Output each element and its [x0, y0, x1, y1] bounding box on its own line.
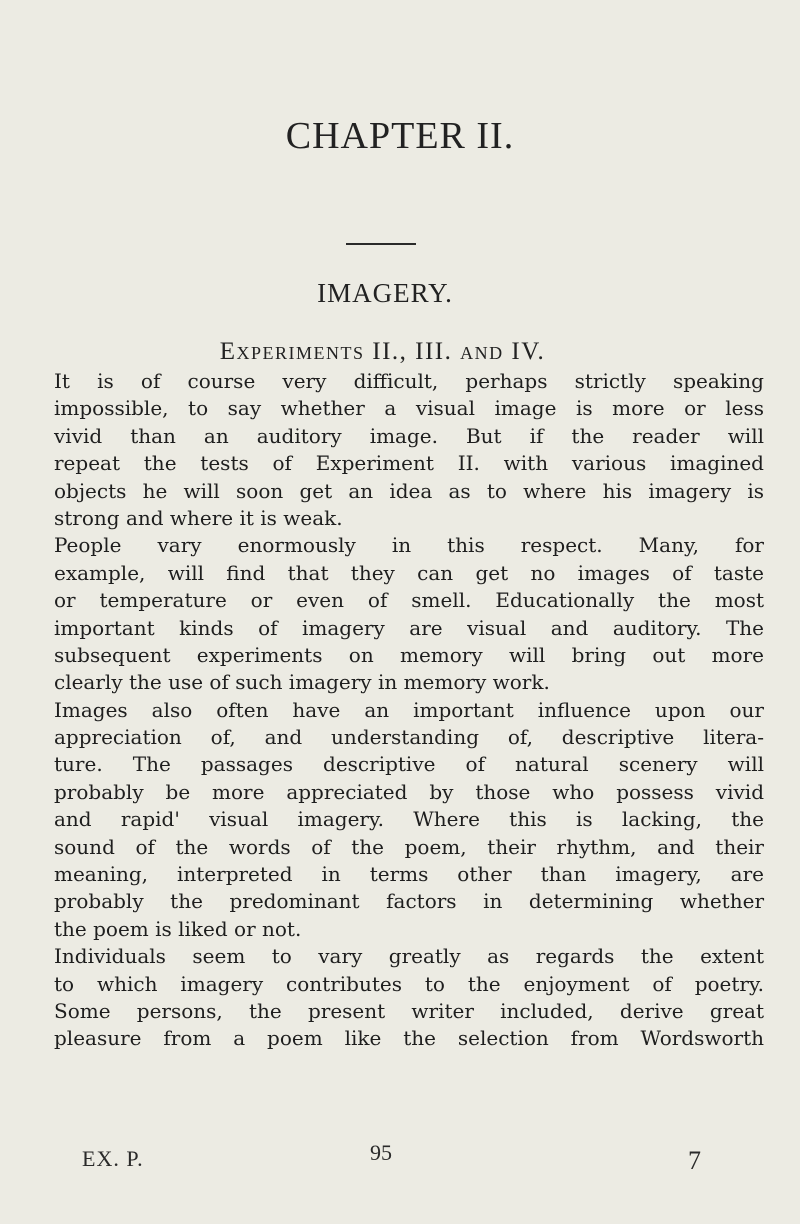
- text-line: or temperature or even of smell. Educationally the most: [54, 588, 764, 613]
- paragraph: [54, 532, 764, 696]
- chapter-heading: CHAPTER II.: [285, 115, 515, 157]
- text-line: People vary enormously in this respect. Many, for: [54, 533, 764, 558]
- text-line: clearly the use of such imagery in memory work.: [54, 670, 550, 695]
- heading-divider: [346, 243, 416, 245]
- page-footer: [0, 1140, 800, 1175]
- paragraph: [54, 943, 764, 1053]
- text-line: Individuals seem to vary greatly as regards the extent: [54, 944, 764, 969]
- text-line: and rapid' visual imagery. Where this is lacking, the: [54, 807, 764, 832]
- text-line: example, will find that they can get no images of taste: [54, 560, 764, 585]
- page-number: 95: [370, 1140, 392, 1165]
- text-line: ture. The passages descriptive of natural scenery will: [54, 752, 764, 777]
- text-line: It is of course very difficult, perhaps strictly speaking: [54, 369, 764, 393]
- text-line: impossible, to say whether a visual image is more or less: [54, 396, 764, 421]
- text-line: subsequent experiments on memory will bring out more: [54, 642, 764, 667]
- text-line: probably be more appreciated by those who possess vivid: [54, 779, 764, 804]
- text-line: appreciation of, and understanding of, descriptive litera-: [54, 725, 764, 750]
- text-line: vivid than an auditory image. But if the reader will: [54, 423, 764, 448]
- signature-label: EX. P.: [82, 1146, 144, 1171]
- section-title: IMAGERY.: [317, 278, 453, 308]
- paragraph: [54, 368, 764, 532]
- text-line: strong and where it is weak.: [54, 505, 343, 530]
- text-line: sound of the words of the poem, their rhythm, and their: [54, 834, 764, 859]
- experiments-subtitle: Experiments II., III. and IV.: [219, 338, 546, 365]
- text-line: objects he will soon get an idea as to where his imagery is: [54, 478, 764, 503]
- text-line: probably the predominant factors in determining whether: [54, 889, 764, 914]
- text-line: repeat the tests of Experiment II. with various imagined: [54, 451, 764, 476]
- text-line: Images also often have an important influence upon our: [54, 697, 764, 722]
- signature-mark: 7: [688, 1146, 701, 1175]
- text-line: to which imagery contributes to the enjoyment of poetry.: [54, 971, 764, 996]
- text-line: pleasure from a poem like the selection from Wordsworth: [54, 1026, 764, 1051]
- text-line: important kinds of imagery are visual and auditory. The: [54, 615, 764, 640]
- text-line: the poem is liked or not.: [54, 916, 302, 941]
- body-text: [54, 368, 764, 1053]
- text-line: meaning, interpreted in terms other than imagery, are: [54, 862, 764, 887]
- text-line: Some persons, the present writer included, derive great: [54, 998, 764, 1023]
- paragraph: [54, 697, 764, 944]
